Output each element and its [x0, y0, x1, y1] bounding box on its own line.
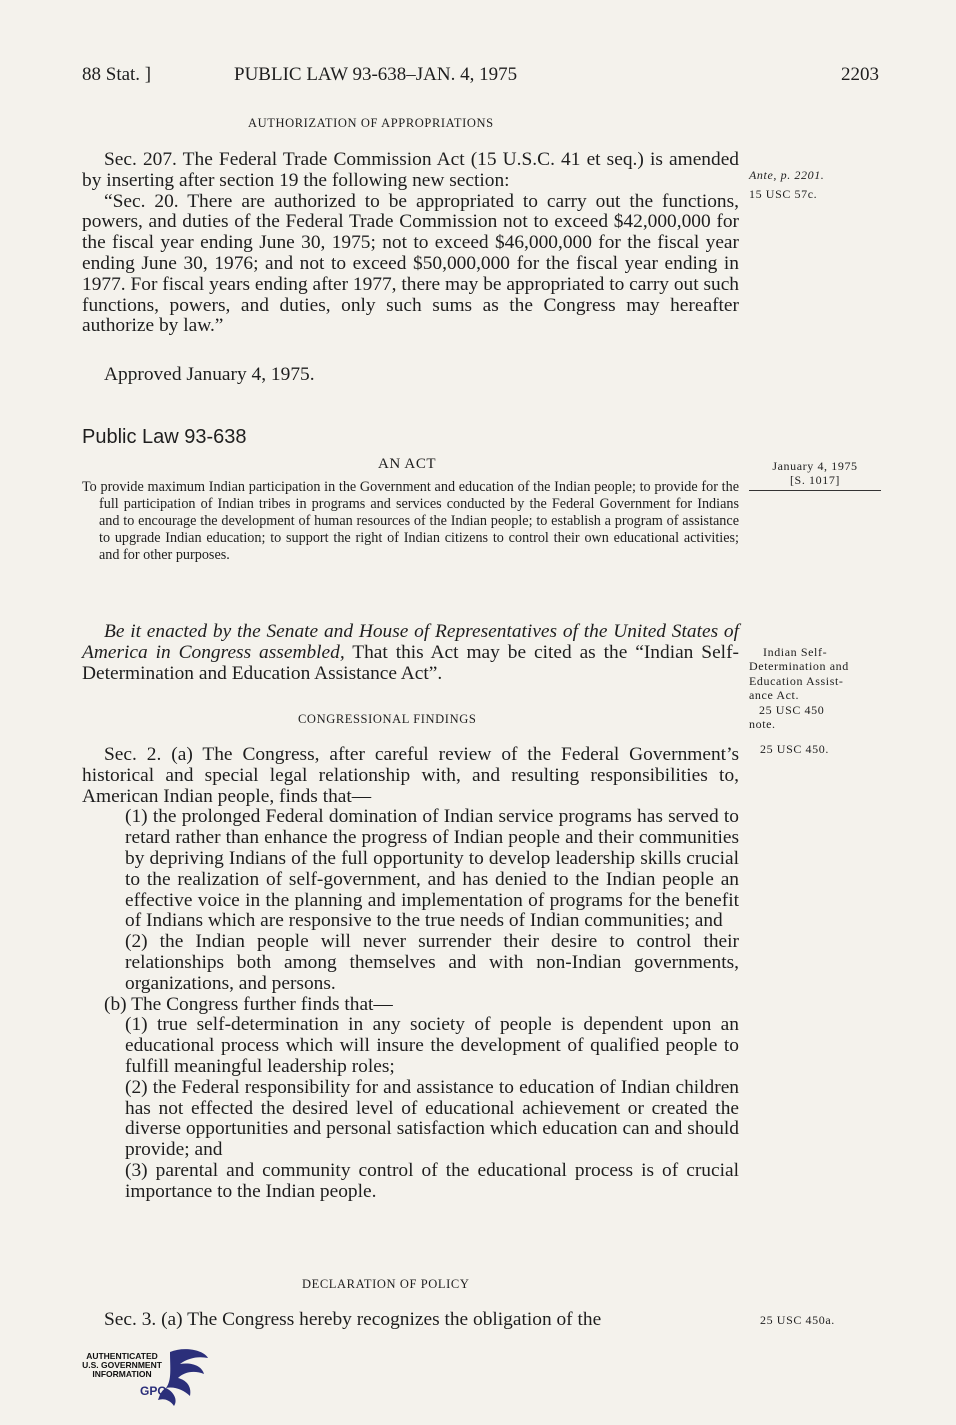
- finding-a1-text: (1) the prolonged Federal domination of Indian service programs has served to retard rather than enhance the progress of Indian people and their communities by depriving Indians of the full opportunity to develop leadership skills crucial to the realization of self-government, and has denied to the Indian people an effective voice in the planning and implementation of programs for the benefit of Indians which are responsive to the true needs of Indian communities; and: [125, 806, 739, 932]
- section-heading-policy: DECLARATION OF POLICY: [302, 1277, 470, 1291]
- margin-note-short-title: [749, 645, 889, 731]
- long-title-text: To provide maximum Indian participation in the Government and education of the Indian people; to provide for the full participation of Indian tribes in programs and services conducted by the Federal Government for Indians and to encourage the development of human resources of the Indian people; to establish a program of assistance to upgrade Indian education; to support the right of Indian citizens to control their own educational activities; and for other purposes.: [82, 479, 739, 563]
- finding-b3: (3) parental and community control of the educational process is of crucial importance to the Indian people.: [125, 1159, 739, 1202]
- margin-date: January 4, 1975: [772, 459, 858, 473]
- margin-short-title-2: Determination and: [749, 659, 849, 674]
- finding-a2: (2) the Indian people will never surrender their desire to control their relationships both among themselves and with non-Indian governments, organizations, and persons.: [125, 931, 739, 994]
- margin-usc450: 25 USC 450.: [760, 742, 829, 756]
- margin-short-title-5: 25 USC 450: [759, 702, 825, 717]
- finding-b-intro: (b) The Congress further finds that—: [104, 993, 393, 1015]
- margin-note-ante: [749, 168, 889, 202]
- logo-line-2: U.S. GOVERNMENT: [82, 1359, 162, 1370]
- margin-short-title-4: ance Act.: [749, 688, 800, 703]
- enacting-clause: [82, 622, 739, 684]
- logo-line-3: INFORMATION: [92, 1368, 152, 1379]
- page-header-title: PUBLIC LAW 93-638–JAN. 4, 1975: [234, 64, 518, 85]
- findings-intro: Sec. 2. (a) The Congress, after careful review of the Federal Government’s historical and special legal relationship with, and resulting responsibilities to, American Indian people, finds that—: [82, 744, 739, 807]
- law-title: Public Law 93-638: [82, 426, 247, 448]
- enacting-italic: Be it enacted by the Senate and House of Representatives of the United States of America in Congress assembled,: [82, 621, 739, 663]
- findings-block: [82, 745, 739, 1203]
- margin-short-title-1: Indian Self-: [763, 645, 828, 659]
- sec207-block: [82, 150, 739, 337]
- gpo-authentication-logo: [74, 1346, 214, 1408]
- long-title: [82, 479, 739, 564]
- logo-line-1: AUTHENTICATED: [86, 1351, 158, 1361]
- margin-bill: [S. 1017]: [789, 473, 841, 488]
- margin-short-title-3: Education Assist-: [749, 673, 844, 688]
- margin-note-usc450a: [760, 1313, 900, 1327]
- margin-usc57c: 15 USC 57c.: [749, 187, 818, 202]
- sec207-para: Sec. 207. The Federal Trade Commission Act (15 U.S.C. 41 et seq.) is amended by inserting after section 19 the following new section:: [82, 149, 739, 191]
- margin-note-date: [749, 459, 881, 491]
- sec20-para: “Sec. 20. There are authorized to be appropriated to carry out the functions, powers, and duties of the Federal Trade Commission not to exceed $42,000,000 for the fiscal year ending June 30, 1975; not to exceed $46,000,000 for the fiscal year ending June 30, 1976; and not to exceed $50,000,000 for the fiscal year ending in 1977. For fiscal years ending after 1977, there may be appropriated to carry out such functions, powers, and duties, only such sums as the Congress may hereafter authorize by law.”: [82, 190, 739, 337]
- section-heading-findings: CONGRESSIONAL FINDINGS: [298, 712, 477, 726]
- logo-text: [74, 1352, 170, 1378]
- margin-note-usc450: [760, 742, 900, 756]
- enacting-rest: That this Act may be cited as the “Indian Self-Determination and Education Assistance Act”.: [82, 641, 739, 684]
- finding-b2: (2) the Federal responsibility for and assistance to education of Indian children has not effected the desired level of educational achievement or created the diverse opportunities and personal satisfaction which education can and should provide; and: [125, 1076, 739, 1161]
- page-number: 2203: [841, 64, 879, 85]
- policy-intro: Sec. 3. (a) The Congress hereby recognizes the obligation of the: [104, 1309, 602, 1330]
- an-act-heading: AN ACT: [378, 456, 437, 472]
- margin-ante: Ante, p. 2201.: [749, 168, 825, 182]
- section-heading-appropriations: AUTHORIZATION OF APPROPRIATIONS: [248, 116, 494, 130]
- approval-line: Approved January 4, 1975.: [104, 364, 315, 385]
- finding-a1: [82, 807, 739, 932]
- margin-usc450a: 25 USC 450a.: [760, 1313, 835, 1327]
- finding-b1: (1) true self-determination in any society of people is dependent upon an educational process which will insure the development of qualified people to fulfill meaningful leadership roles;: [125, 1014, 739, 1077]
- margin-short-title-6: note.: [749, 717, 776, 732]
- stat-reference: 88 Stat. ]: [82, 64, 152, 85]
- logo-gpo: GPO: [140, 1384, 167, 1398]
- enacting-text: [82, 622, 739, 684]
- policy-block: [82, 1310, 739, 1331]
